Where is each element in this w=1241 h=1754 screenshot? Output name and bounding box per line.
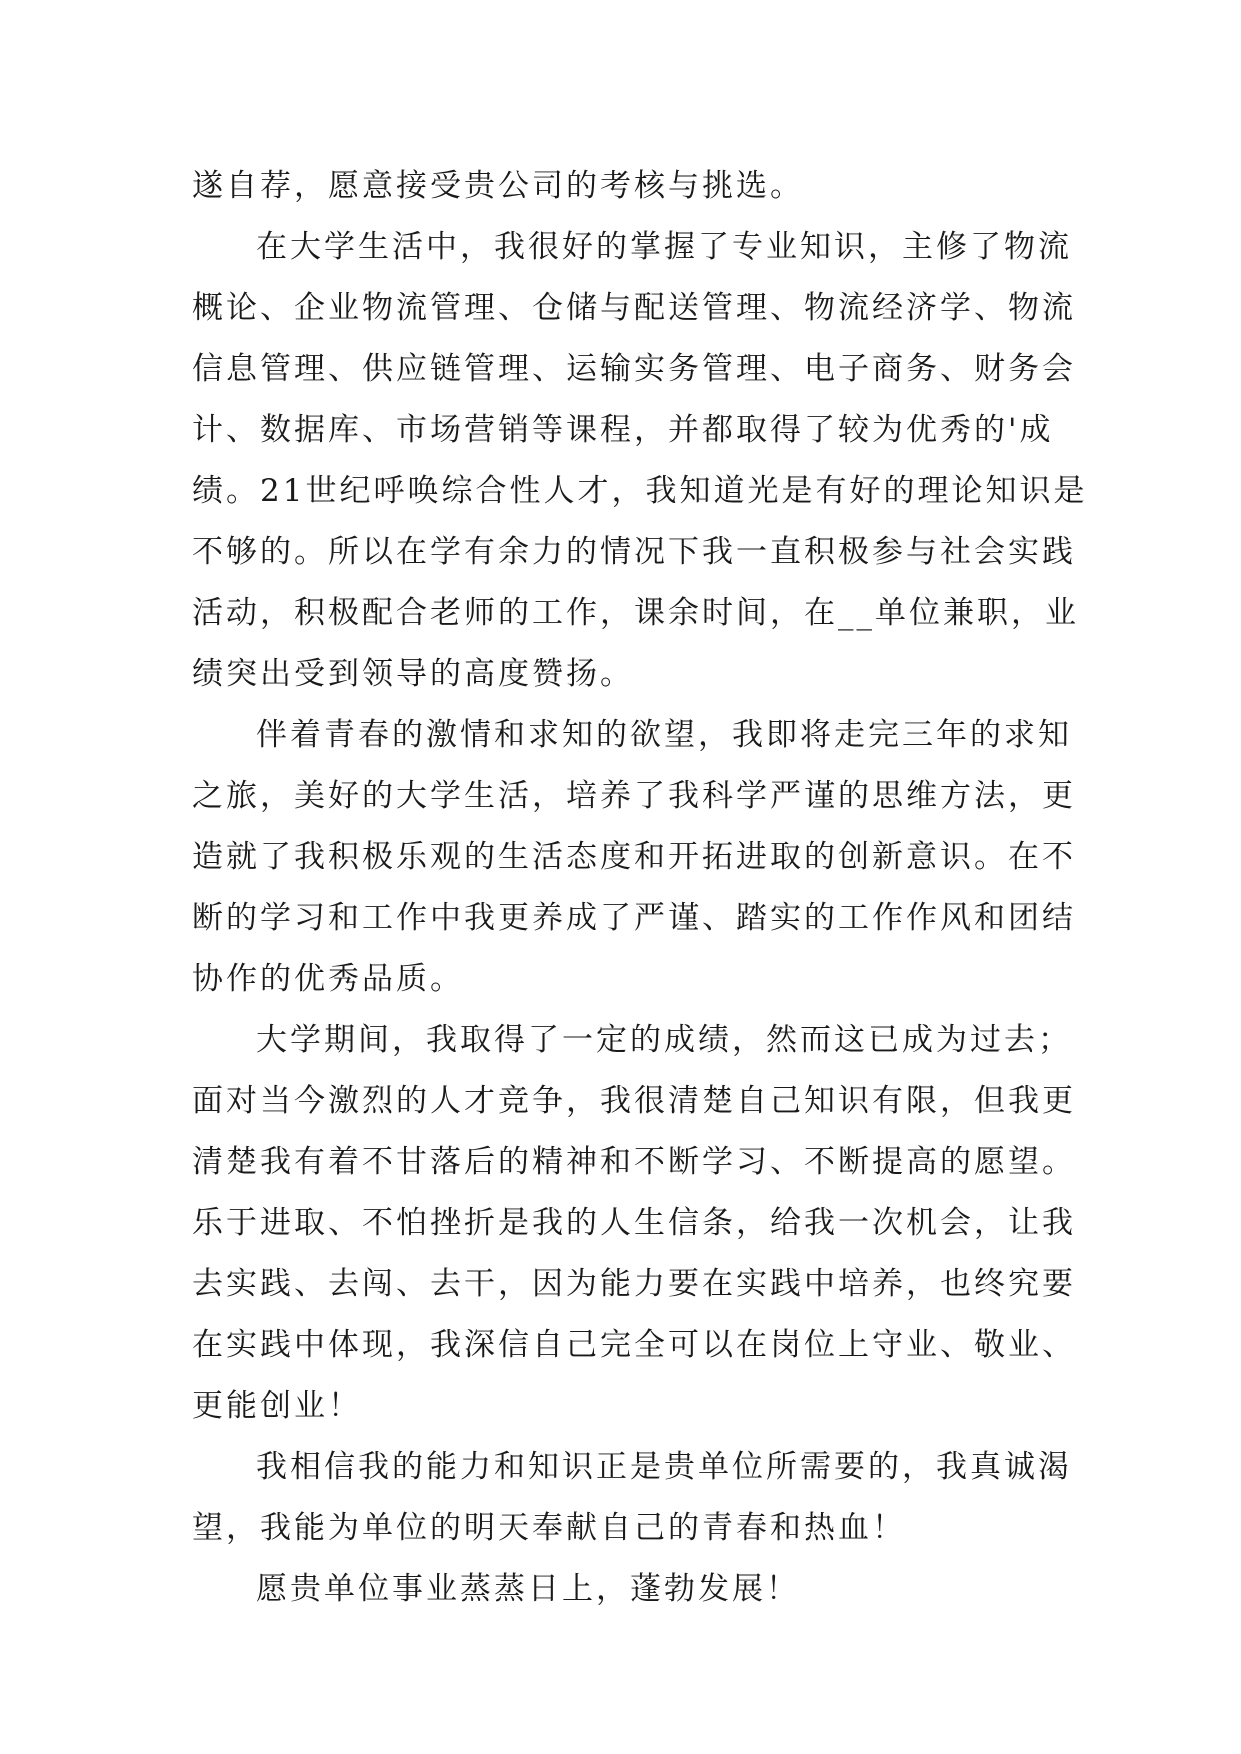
text-line: 活动，积极配合老师的工作，课余时间，在__单位兼职，业: [192, 595, 1079, 631]
text-line: 在大学生活中，我很好的掌握了专业知识，主修了物流: [256, 229, 1072, 265]
text-line: 协作的优秀品质。: [192, 961, 464, 997]
text-line: 造就了我积极乐观的生活态度和开拓进取的创新意识。在不: [192, 839, 1076, 875]
text-line: 大学期间，我取得了一定的成绩，然而这已成为过去；: [256, 1022, 1072, 1058]
document-body: [192, 156, 1088, 1620]
text-line: 在实践中体现，我深信自己完全可以在岗位上守业、敬业、: [192, 1327, 1076, 1363]
text-line: 不够的。所以在学有余力的情况下我一直积极参与社会实践: [192, 534, 1076, 570]
text-line: 清楚我有着不甘落后的精神和不断学习、不断提高的愿望。: [192, 1144, 1076, 1180]
text-line: 遂自荐，愿意接受贵公司的考核与挑选。: [192, 168, 804, 204]
text-line: 计、数据库、市场营销等课程，并都取得了较为优秀的'成: [192, 412, 1054, 448]
text-line: 绩。21世纪呼唤综合性人才，我知道光是有好的理论知识是: [192, 473, 1088, 509]
text-line: 愿贵单位事业蒸蒸日上，蓬勃发展！: [256, 1571, 800, 1607]
text-line: 去实践、去闯、去干，因为能力要在实践中培养，也终究要: [192, 1266, 1076, 1302]
text-line: 信息管理、供应链管理、运输实务管理、电子商务、财务会: [192, 351, 1076, 387]
text-line: 更能创业！: [192, 1388, 362, 1424]
text-line: 望，我能为单位的明天奉献自己的青春和热血！: [192, 1510, 906, 1546]
text-line: 伴着青春的激情和求知的欲望，我即将走完三年的求知: [256, 717, 1072, 753]
text-line: 断的学习和工作中我更养成了严谨、踏实的工作作风和团结: [192, 900, 1076, 936]
text-line: 概论、企业物流管理、仓储与配送管理、物流经济学、物流: [192, 290, 1076, 326]
text-line: 乐于进取、不怕挫折是我的人生信条，给我一次机会，让我: [192, 1205, 1076, 1241]
text-line: 绩突出受到领导的高度赞扬。: [192, 656, 634, 692]
text-line: 面对当今激烈的人才竞争，我很清楚自己知识有限，但我更: [192, 1083, 1076, 1119]
text-line: 之旅，美好的大学生活，培养了我科学严谨的思维方法，更: [192, 778, 1076, 814]
text-line: 我相信我的能力和知识正是贵单位所需要的，我真诚渴: [256, 1449, 1072, 1485]
